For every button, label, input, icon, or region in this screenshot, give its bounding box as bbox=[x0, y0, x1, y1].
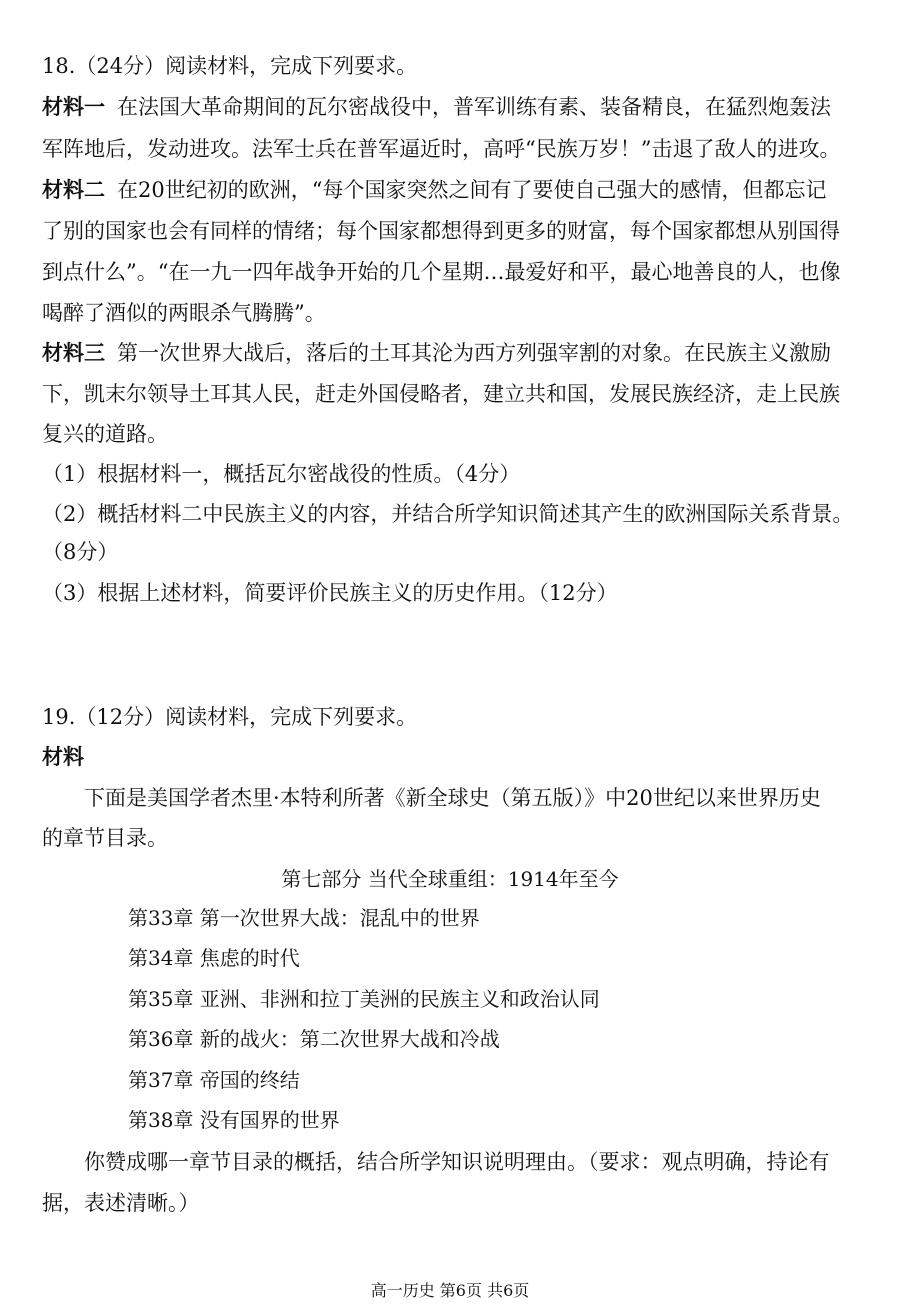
q18-subquestion-2-line-1: （2）概括材料二中民族主义的内容，并结合所学知识简述其产生的欧洲国际关系背景。 bbox=[42, 502, 854, 526]
material-3-label: 材料三 bbox=[42, 340, 105, 365]
q19-task-line-2: 据，表述清晰。） bbox=[42, 1191, 200, 1215]
q18-material-1-line-2: 军阵地后，发动进攻。法军士兵在普军逼近时，高呼“民族万岁！”击退了敌人的进攻。 bbox=[42, 137, 841, 161]
q18-material-3-line-2: 下，凯末尔领导土耳其人民，赶走外国侵略者，建立共和国，发展民族经济，走上民族 bbox=[42, 382, 840, 406]
q18-material-2-line-1 bbox=[42, 176, 860, 204]
toc-title: 第七部分 当代全球重组：1914年至今 bbox=[281, 867, 619, 891]
q18-material-2-line-2: 了别的国家也会有同样的情绪；每个国家都想得到更多的财富，每个国家都想从别国得 bbox=[42, 219, 840, 243]
toc-item: 第33章 第一次世界大战：混乱中的世界 bbox=[128, 906, 480, 930]
q18-material-2-line-3: 到点什么”。“在一九一四年战争开始的几个星期…最爱好和平，最心地善良的人，也像 bbox=[42, 260, 841, 284]
q18-subquestion-2-line-2: （8分） bbox=[42, 540, 119, 564]
q18-material-3-line-3: 复兴的道路。 bbox=[42, 422, 168, 446]
toc-item: 第37章 帝国的终结 bbox=[128, 1068, 300, 1092]
q19-intro-line-2: 的章节目录。 bbox=[42, 826, 168, 850]
material-3-text: 第一次世界大战后，落后的土耳其沦为西方列强宰割的对象。在民族主义激励 bbox=[117, 341, 831, 365]
q18-material-1-line-1 bbox=[42, 93, 860, 121]
material-2-text: 在20世纪初的欧洲，“每个国家突然之间有了要使自己强大的感情，但都忘记 bbox=[117, 178, 827, 202]
toc-item: 第34章 焦虑的时代 bbox=[128, 946, 300, 970]
toc-item: 第35章 亚洲、非洲和拉丁美洲的民族主义和政治认同 bbox=[128, 987, 600, 1011]
q18-subquestion-1: （1）根据材料一，概括瓦尔密战役的性质。（4分） bbox=[42, 462, 521, 486]
material-1-label: 材料一 bbox=[42, 94, 105, 119]
material-2-label: 材料二 bbox=[42, 177, 105, 202]
q19-intro-line-1: 下面是美国学者杰里·本特利所著《新全球史（第五版）》中20世纪以来世界历史 bbox=[84, 786, 821, 810]
material-1-text: 在法国大革命期间的瓦尔密战役中，普军训练有素、装备精良，在猛烈炮轰法 bbox=[117, 95, 831, 119]
q19-material-label: 材料 bbox=[42, 744, 84, 769]
q19-task-line-1: 你赞成哪一章节目录的概括，结合所学知识说明理由。（要求：观点明确，持论有 bbox=[84, 1150, 830, 1174]
q19-header: 19.（12分）阅读材料，完成下列要求。 bbox=[42, 705, 418, 729]
page-footer: 高一历史 第6页 共6页 bbox=[370, 1281, 530, 1300]
q18-header: 18.（24分）阅读材料，完成下列要求。 bbox=[42, 54, 418, 78]
toc-item: 第38章 没有国界的世界 bbox=[128, 1108, 340, 1132]
q18-material-3-line-1 bbox=[42, 339, 860, 367]
toc-item: 第36章 新的战火：第二次世界大战和冷战 bbox=[128, 1027, 500, 1051]
q18-material-2-line-4: 喝醉了酒似的两眼杀气腾腾”。 bbox=[42, 301, 326, 325]
q18-subquestion-3: （3）根据上述材料，简要评价民族主义的历史作用。（12分） bbox=[42, 581, 618, 605]
